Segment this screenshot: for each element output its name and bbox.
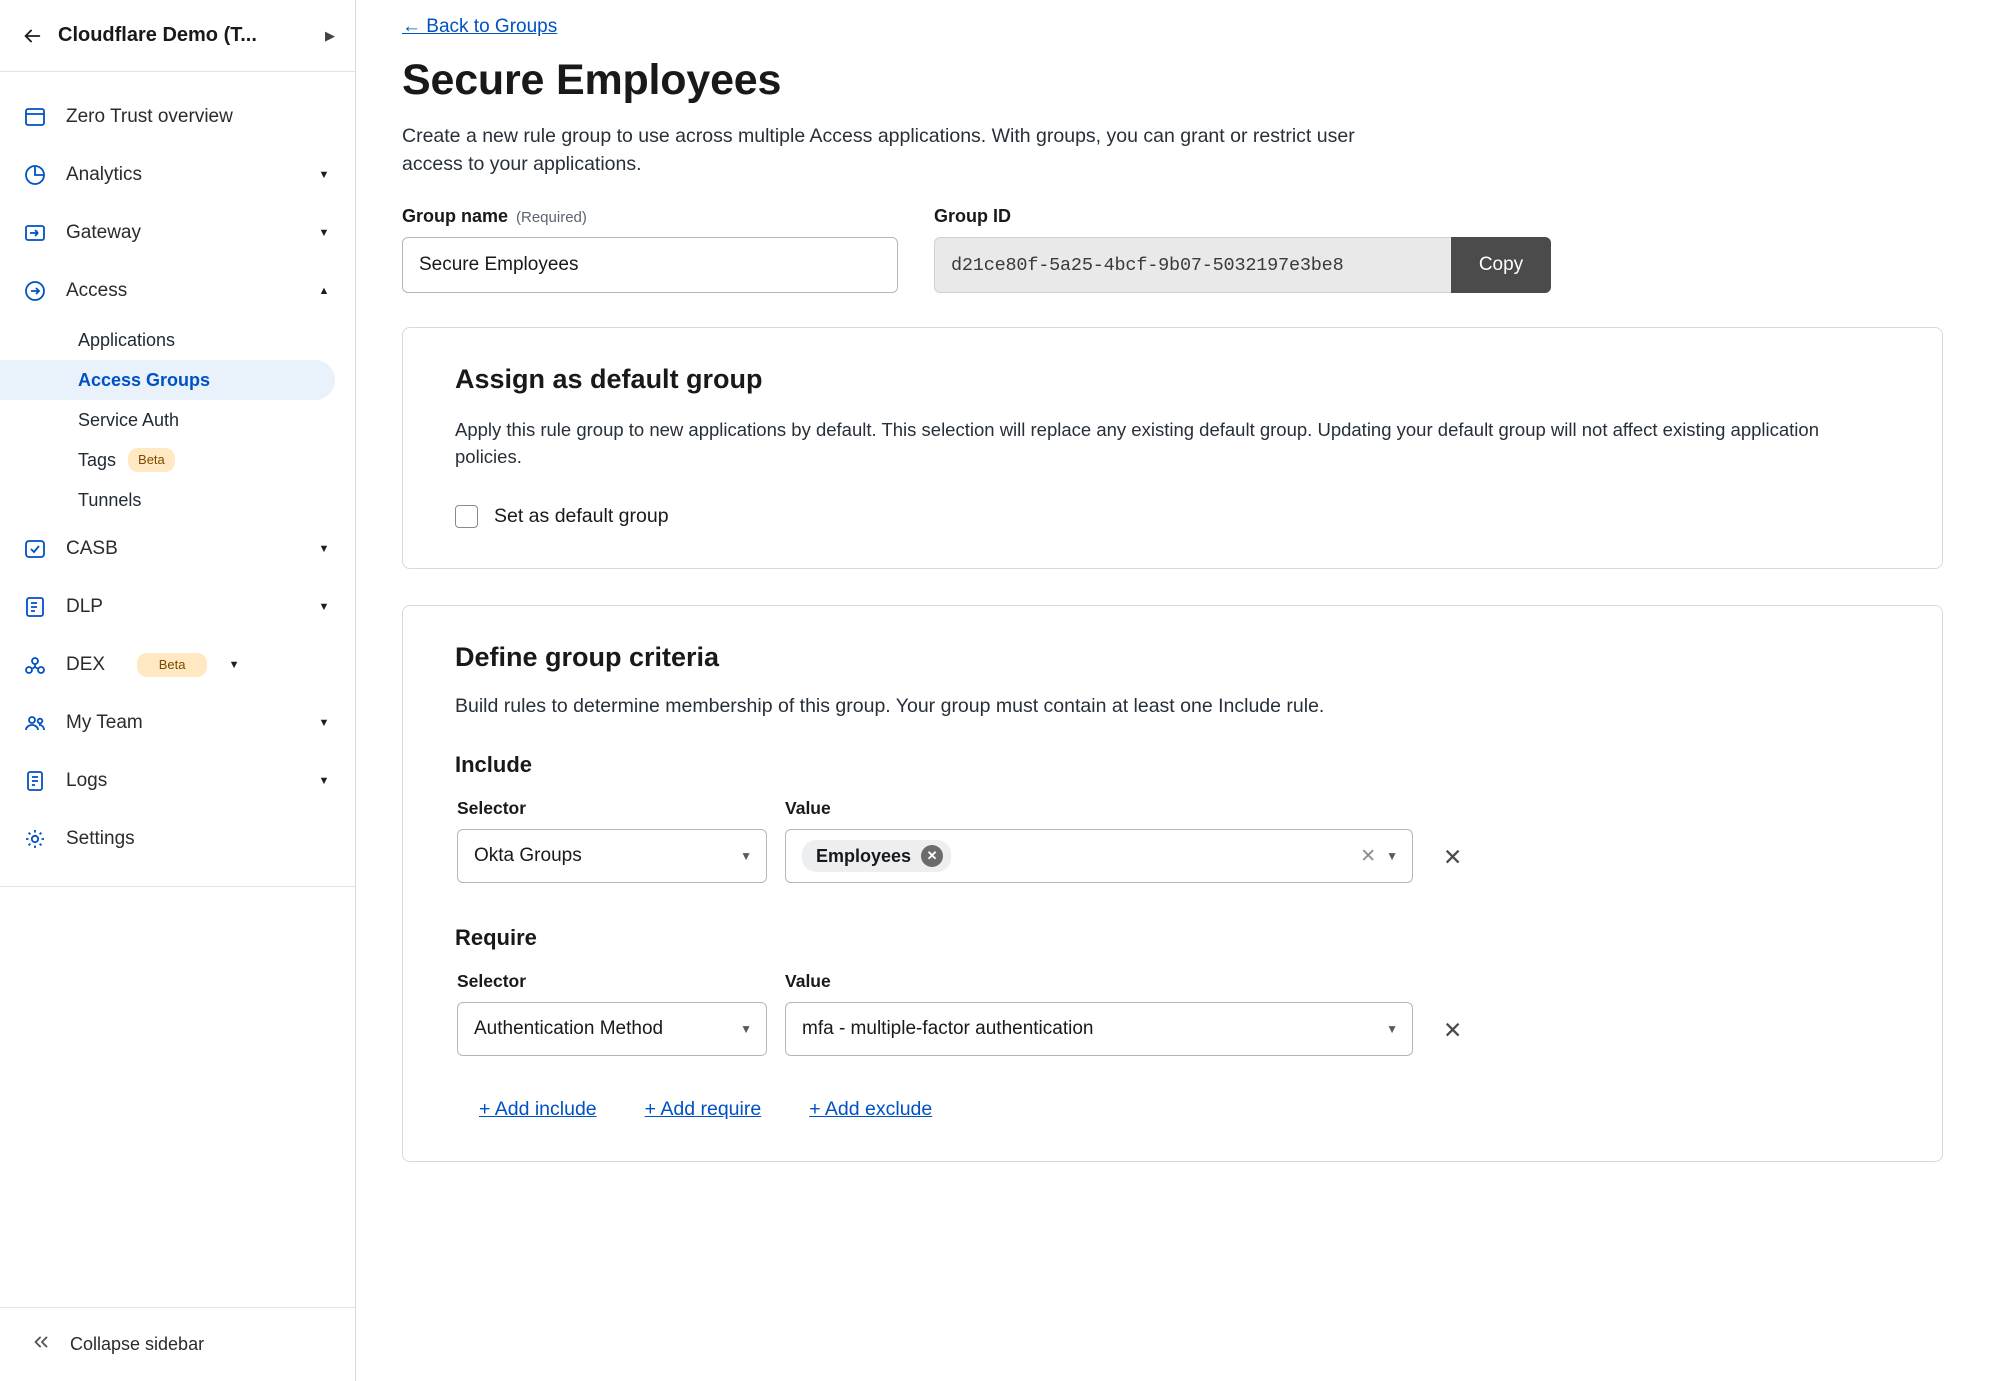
include-selector-dropdown[interactable] [457, 829, 767, 883]
include-rule-row [455, 798, 1890, 883]
include-value-field [785, 798, 1413, 883]
sidebar-item-applications[interactable] [0, 320, 335, 360]
sidebar-item-zero-trust-overview[interactable] [0, 88, 355, 146]
sidebar-item-tunnels[interactable] [0, 480, 335, 520]
chevron-down-icon: ▼ [740, 849, 752, 863]
sidebar-item-settings[interactable] [0, 810, 355, 868]
logs-icon [22, 768, 48, 794]
page-title: Secure Employees [402, 56, 782, 104]
status-badge: Beta [137, 653, 207, 677]
sidebar-subitem-label: Access Groups [78, 369, 211, 390]
require-selector-value: Authentication Method [474, 1018, 664, 1039]
group-id-field [934, 206, 1551, 293]
group-id-label [934, 206, 1551, 227]
sidebar-divider [0, 886, 355, 887]
sidebar-item-my-team[interactable] [0, 694, 355, 752]
sidebar-item-casb[interactable] [0, 520, 355, 578]
sidebar-item-label: Access [66, 280, 128, 301]
group-name-field [402, 206, 898, 293]
chevron-down-icon: ▼ [740, 1022, 752, 1036]
define-group-criteria-description: Build rules to determine membership of this group. Your group must contain at least one Include rule. [455, 695, 1325, 717]
sidebar-item-dex[interactable] [0, 636, 355, 694]
chevron-down-icon: ▼ [1386, 849, 1398, 863]
assign-default-group-description: Apply this rule group to new applications by default. This selection will replace any existing default group. Updating your default group will not affect existing application policies. [455, 419, 1819, 468]
group-name-label [402, 206, 898, 227]
assign-default-group-title: Assign as default group [455, 364, 763, 395]
require-rule-heading: Require [455, 925, 537, 950]
account-name[interactable]: Cloudflare Demo (T... [58, 24, 257, 46]
chevron-down-icon[interactable]: ▼ [318, 601, 330, 613]
chevron-down-icon[interactable]: ▼ [318, 543, 330, 555]
main-content [356, 0, 1999, 1381]
require-selector-dropdown[interactable] [457, 1002, 767, 1056]
include-value-tokens [802, 840, 1350, 872]
group-id-box [934, 237, 1551, 293]
remove-require-rule-icon[interactable]: ✕ [1443, 1017, 1463, 1043]
selector-label: Selector [457, 798, 527, 818]
arrow-left-icon[interactable] [20, 24, 44, 48]
gateway-icon [22, 220, 48, 246]
set-default-group-row [455, 505, 1890, 528]
token-label: Employees [816, 845, 912, 866]
chevron-down-icon[interactable]: ▼ [318, 775, 330, 787]
window-icon [22, 104, 48, 130]
casb-icon [22, 536, 48, 562]
dlp-icon [22, 594, 48, 620]
include-selector-field [457, 798, 767, 883]
sidebar-item-label: Analytics [66, 164, 143, 185]
required-hint: (Required) [516, 209, 587, 227]
status-badge: Beta [128, 448, 175, 472]
access-icon [22, 278, 48, 304]
collapse-sidebar-label: Collapse sidebar [70, 1334, 205, 1354]
sidebar-subitem-label: Applications [78, 329, 176, 350]
sidebar-item-access[interactable] [0, 262, 355, 320]
gear-icon [22, 826, 48, 852]
page-description: Create a new rule group to use across multiple Access applications. With groups, you can grant or restrict user access to your applications. [402, 125, 1355, 175]
sidebar-item-label: Zero Trust overview [66, 106, 233, 127]
copy-button[interactable]: Copy [1451, 237, 1551, 293]
token-remove-icon[interactable]: ✕ [921, 845, 943, 867]
set-default-group-checkbox[interactable] [455, 505, 478, 528]
include-value-dropdown[interactable] [785, 829, 1413, 883]
set-default-group-label: Set as default group [494, 505, 669, 527]
chevron-down-icon[interactable]: ▼ [228, 659, 240, 671]
chevron-down-icon[interactable]: ▼ [318, 227, 330, 239]
sidebar-item-tags[interactable] [0, 440, 335, 480]
sidebar-item-access-groups[interactable] [0, 360, 335, 400]
back-to-groups-link[interactable]: ← Back to Groups [402, 16, 558, 37]
selector-label: Selector [457, 971, 527, 991]
add-include-link[interactable]: + Add include [479, 1098, 597, 1120]
define-group-criteria-card [402, 605, 1943, 1162]
group-name-label-text: Group name [402, 206, 509, 227]
remove-include-rule-icon[interactable]: ✕ [1443, 844, 1463, 870]
sidebar-item-logs[interactable] [0, 752, 355, 810]
sidebar-header [0, 0, 355, 72]
group-id-value: d21ce80f-5a25-4bcf-9b07-5032197e3be8 [934, 237, 1451, 293]
sidebar-subitem-label: Tunnels [78, 489, 142, 510]
sidebar-item-label: CASB [66, 538, 118, 559]
team-icon [22, 710, 48, 736]
sidebar-item-label: Settings [66, 828, 135, 849]
include-selector-value: Okta Groups [474, 845, 582, 866]
sidebar-item-label: My Team [66, 712, 143, 733]
dex-icon [22, 652, 48, 678]
sidebar-item-gateway[interactable] [0, 204, 355, 262]
sidebar-nav [0, 72, 355, 1307]
sidebar-item-analytics[interactable] [0, 146, 355, 204]
require-value-text: mfa - multiple-factor authentication [802, 1018, 1094, 1039]
group-name-input[interactable] [402, 237, 898, 293]
chevron-down-icon[interactable]: ▼ [318, 169, 330, 181]
clear-value-icon[interactable]: ✕ [1360, 845, 1377, 867]
pie-chart-icon [22, 162, 48, 188]
sidebar-item-label: DEX [66, 654, 106, 675]
chevron-down-icon[interactable]: ▼ [318, 717, 330, 729]
sidebar-subitem-label: Service Auth [78, 409, 180, 430]
sidebar-item-dlp[interactable] [0, 578, 355, 636]
include-rule-heading: Include [455, 752, 533, 777]
sidebar-item-label: Logs [66, 770, 108, 791]
value-label: Value [785, 798, 831, 818]
assign-default-group-card [402, 327, 1943, 569]
sidebar-item-label: DLP [66, 596, 103, 617]
sidebar [0, 0, 356, 1381]
group-id-label-text: Group ID [934, 206, 1011, 227]
add-require-link[interactable]: + Add require [644, 1098, 762, 1120]
require-value-dropdown[interactable] [785, 1002, 1413, 1056]
require-selector-field [457, 971, 767, 1056]
double-chevron-left-icon [30, 1331, 52, 1358]
collapse-sidebar-button[interactable] [0, 1307, 355, 1381]
define-group-criteria-title: Define group criteria [455, 642, 720, 672]
chevron-down-icon: ▼ [1386, 1022, 1398, 1036]
require-value-field [785, 971, 1413, 1056]
sidebar-item-label: Gateway [66, 222, 141, 243]
chevron-right-icon[interactable]: ▶ [325, 27, 335, 43]
add-exclude-link[interactable]: + Add exclude [809, 1098, 933, 1120]
sidebar-subitem-label: Tags [78, 449, 117, 470]
add-rule-links [455, 1098, 1890, 1121]
value-label: Value [785, 971, 831, 991]
sidebar-item-service-auth[interactable] [0, 400, 335, 440]
token-chip [802, 840, 951, 872]
group-identity-fields [402, 206, 1943, 293]
chevron-up-icon[interactable]: ▲ [318, 285, 330, 297]
require-rule-row [455, 971, 1890, 1056]
